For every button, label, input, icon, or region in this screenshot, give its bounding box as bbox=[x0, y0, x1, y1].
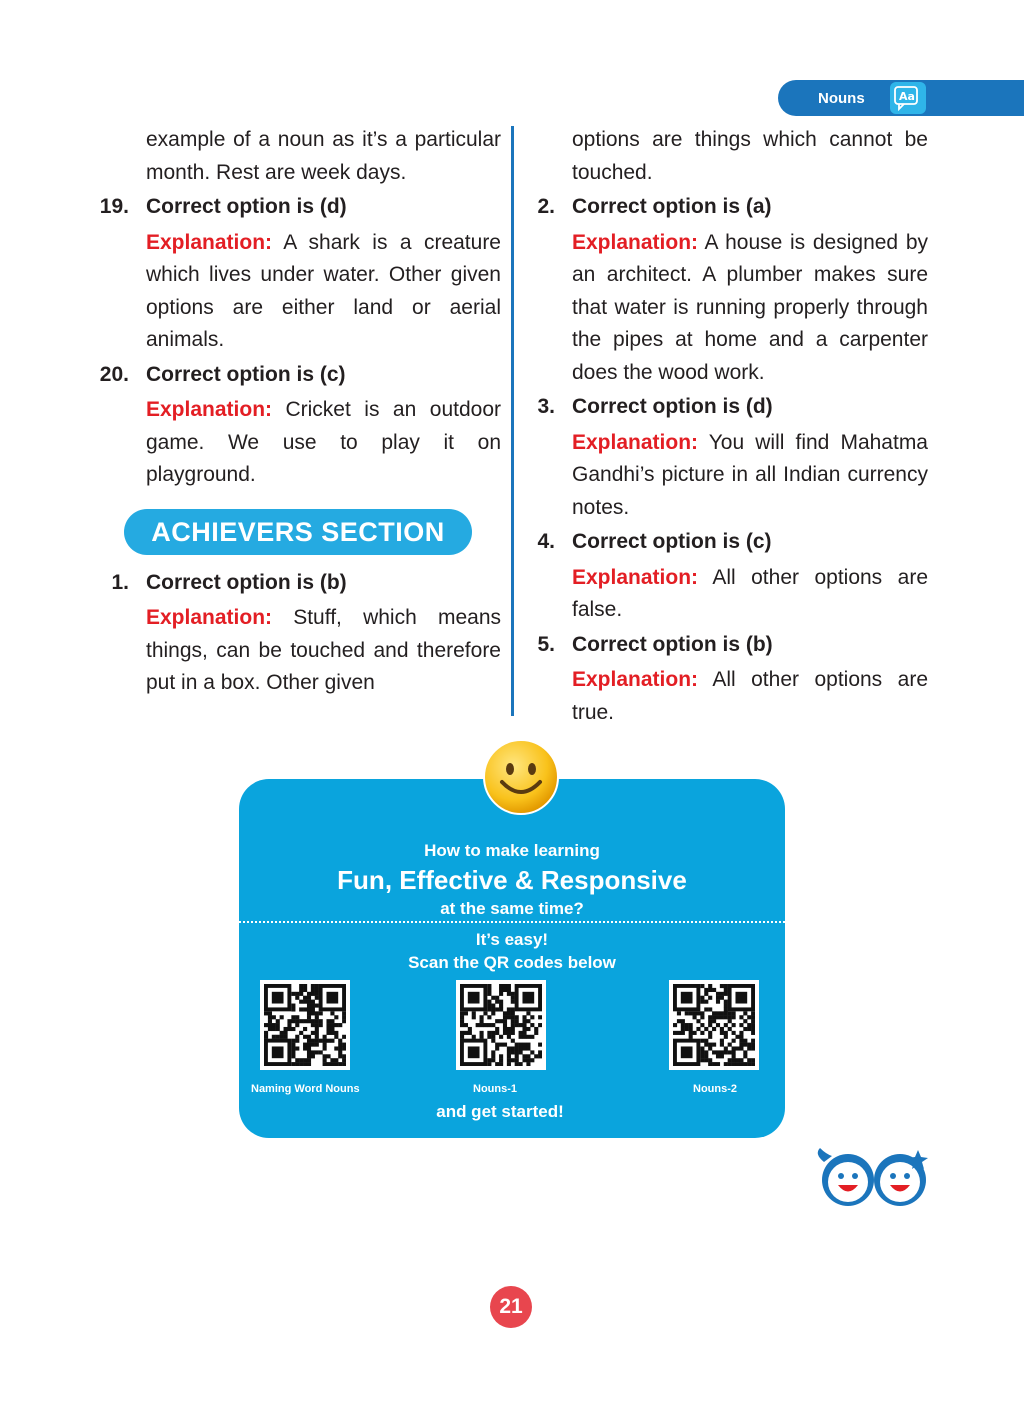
promo-line-1: How to make learning bbox=[424, 841, 600, 860]
explanation-label: Explanation: bbox=[572, 430, 699, 454]
qr-caption: Nouns-2 bbox=[693, 1083, 737, 1095]
promo-line-4: It’s easy! bbox=[475, 930, 549, 949]
explanation-label: Explanation: bbox=[146, 398, 273, 421]
achievers-answer-2-explanation bbox=[572, 227, 928, 390]
answer-number: 20. bbox=[99, 362, 129, 386]
smiley-face-icon bbox=[482, 738, 560, 816]
left-column bbox=[99, 124, 501, 700]
qr-caption: Nouns-1 bbox=[473, 1083, 517, 1095]
aa-speech-bubble-icon bbox=[890, 82, 926, 114]
answer-20-heading bbox=[99, 359, 501, 392]
mascot-faces-icon bbox=[814, 1140, 930, 1210]
continued-text: example of a noun as it’s a particular month. Rest are week days. bbox=[146, 128, 501, 184]
answer-number: 1. bbox=[111, 570, 129, 594]
answer-19-explanation bbox=[146, 227, 501, 357]
explanation-text: Cricket is an outdoor game. We use to play it on playground. bbox=[146, 398, 501, 486]
promo-headline: Fun, Effective & Responsive bbox=[337, 865, 687, 895]
right-column bbox=[537, 124, 928, 729]
qr-code-naming-word-nouns[interactable] bbox=[260, 980, 350, 1070]
achievers-section-title: ACHIEVERS SECTION bbox=[124, 509, 472, 555]
svg-text:Aa: Aa bbox=[899, 90, 915, 103]
promo-footer: and get started! bbox=[436, 1102, 564, 1121]
answer-number: 4. bbox=[537, 530, 555, 553]
qr-promo-card bbox=[239, 779, 785, 1138]
answer-heading-text: Correct option is (b) bbox=[572, 632, 773, 656]
achievers-answer-1-heading bbox=[111, 567, 501, 600]
promo-line-3: at the same time? bbox=[440, 899, 584, 918]
answer-heading-text: Correct option is (a) bbox=[572, 195, 772, 218]
achievers-answer-3-heading bbox=[537, 391, 928, 424]
achievers-answer-5-explanation bbox=[572, 664, 928, 729]
answer-number: 3. bbox=[537, 395, 555, 418]
achievers-answer-2-heading bbox=[537, 191, 928, 224]
explanation-text: All other options are false. bbox=[572, 565, 928, 621]
achievers-answer-1-explanation bbox=[146, 602, 501, 700]
explanation-label: Explanation: bbox=[146, 606, 273, 629]
answer-19-heading bbox=[99, 191, 501, 224]
achievers-answer-4-heading bbox=[537, 526, 928, 559]
chapter-tab bbox=[778, 80, 1024, 116]
explanation-text: A house is designed by an architect. A plumber makes sure that water is running properly through the pipes at home and a carpenter does the wood work. bbox=[572, 230, 928, 384]
explanation-text: A shark is a creature which lives under water. Other given options are either land or aerial animals. bbox=[146, 230, 501, 351]
achievers-answer-3-explanation bbox=[572, 427, 928, 525]
answer-heading-text: Correct option is (c) bbox=[572, 530, 772, 553]
explanation-text: All other options are true. bbox=[572, 668, 928, 724]
answer-number: 2. bbox=[537, 195, 555, 218]
achievers-answer-5-heading bbox=[537, 629, 928, 662]
answer-20-explanation bbox=[146, 394, 501, 492]
promo-divider bbox=[239, 921, 785, 923]
qr-code-nouns-2[interactable] bbox=[669, 980, 759, 1070]
answer-heading-text: Correct option is (b) bbox=[146, 570, 347, 594]
explanation-label: Explanation: bbox=[572, 565, 699, 589]
explanation-label: Explanation: bbox=[572, 668, 699, 691]
answer-heading-text: Correct option is (d) bbox=[572, 395, 773, 418]
answer-number: 5. bbox=[537, 632, 555, 656]
qr-code-nouns-1[interactable] bbox=[456, 980, 546, 1070]
explanation-text: You will find Mahatma Gandhi’s picture in all Indian currency notes. bbox=[572, 430, 928, 519]
page-number: 21 bbox=[490, 1286, 532, 1328]
explanation-label: Explanation: bbox=[572, 230, 699, 254]
qr-caption: Naming Word Nouns bbox=[251, 1083, 360, 1095]
achievers-answer-4-explanation bbox=[572, 562, 928, 627]
explanation-text: Stuff, which means things, can be touched and therefore put in a box. Other given bbox=[146, 606, 501, 694]
answer-heading-text: Correct option is (d) bbox=[146, 195, 347, 218]
explanation-label: Explanation: bbox=[146, 230, 273, 254]
continued-text: options are things which cannot be touched. bbox=[572, 128, 928, 184]
promo-line-5: Scan the QR codes below bbox=[408, 953, 616, 972]
answer-number: 19. bbox=[99, 195, 129, 218]
chapter-label: Nouns bbox=[818, 90, 865, 107]
answer-heading-text: Correct option is (c) bbox=[146, 362, 346, 386]
column-divider bbox=[511, 126, 514, 716]
